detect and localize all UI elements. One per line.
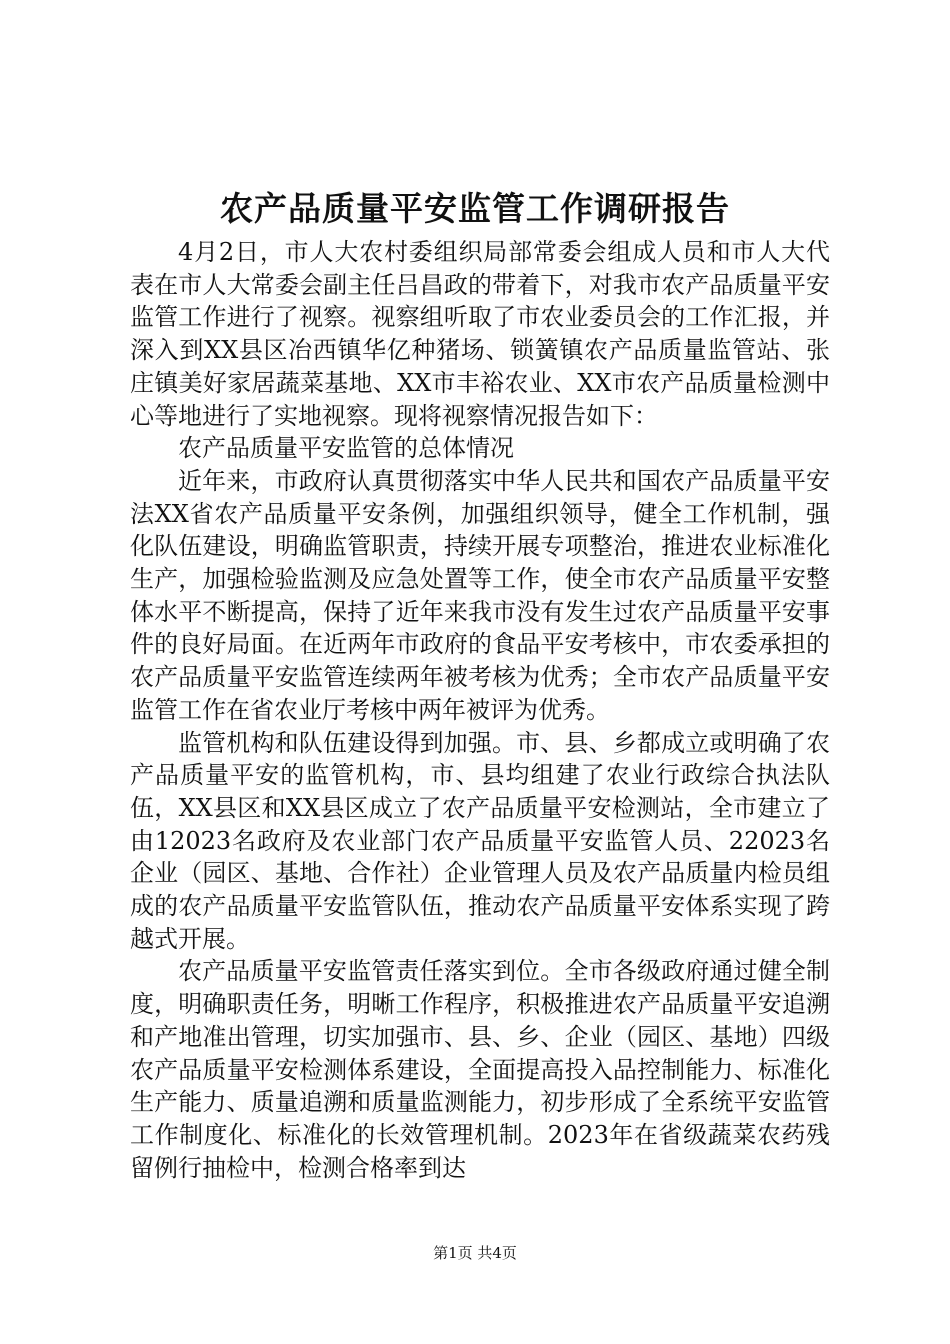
paragraph-overview: 近年来，市政府认真贯彻落实中华人民共和国农产品质量平安法XX省农产品质量平安条例，加强组织领导，健全工作机制，强化队伍建设，明确监管职责，持续开展专项整治，推进农业标准化生产，加强检验监测及应急处置等工作，使全市农产品质量平安整体水平不断提高，保持了近年来我市没有发生过农产品质量平安事件的良好局面。在近两年市政府的食品平安考核中，市农委承担的农产品质量平安监管连续两年被考核为优秀；全市农产品质量平安监管工作在省农业厅考核中两年被评为优秀。: [130, 466, 830, 724]
paragraph-staffing: 监管机构和队伍建设得到加强。市、县、乡都成立或明确了农产品质量平安的监管机构，市、县均组建了农业行政综合执法队伍，XX县区和XX县区成立了农产品质量平安检测站，全市建立了由12023名政府及农业部门农产品质量平安监管人员、22023名企业（园区、基地、合作社）企业管理人员及农产品质量内检员组成的农产品质量平安监管队伍，推动农产品质量平安体系实现了跨越式开展。: [130, 728, 830, 953]
document-body: [130, 236, 830, 1184]
paragraph-responsibility: 农产品质量平安监管责任落实到位。全市各级政府通过健全制度，明确职责任务，明晰工作程序，积极推进农产品质量平安追溯和产地准出管理，切实加强市、县、乡、企业（园区、基地）四级农产品质量平安检测体系建设，全面提高投入品控制能力、标准化生产能力、质量追溯和质量监测能力，初步形成了全系统平安监管工作制度化、标准化的长效管理机制。2023年在省级蔬菜农药残留例行抽检中，检测合格率到达: [130, 957, 830, 1182]
section-heading: 农产品质量平安监管的总体情况: [178, 434, 514, 463]
paragraph-intro: 4月2日，市人大农村委组织局部常委会组成人员和市人大代表在市人大常委会副主任吕昌政的带着下，对我市农产品质量平安监管工作进行了视察。视察组听取了市农业委员会的工作汇报，并深入到XX县区冶西镇华亿种猪场、锁簧镇农产品质量监管站、张庄镇美好家居蔬菜基地、XX市丰裕农业、XX市农产品质量检测中心等地进行了实地视察。现将视察情况报告如下：: [130, 238, 830, 430]
page-number-footer: 第1页 共4页: [433, 1244, 517, 1262]
document-title: 农产品质量平安监管工作调研报告: [220, 189, 730, 228]
